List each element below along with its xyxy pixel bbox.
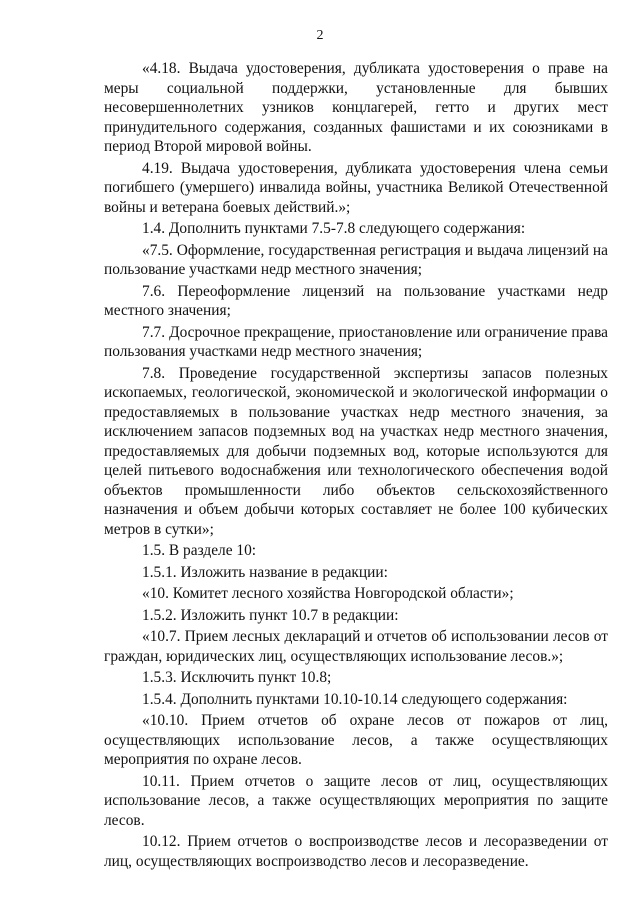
paragraph-10-10: «10.10. Прием отчетов об охране лесов от пожаров от лиц, осуществляющих использование лесов, а также осуществляющих мероприятия по охране лесов. [104, 712, 608, 768]
paragraph-section-10-title: «10. Комитет лесного хозяйства Новгородской области»; [142, 585, 514, 602]
paragraph-7-5: «7.5. Оформление, государственная регистрация и выдача лицензий на пользование участками недр местного значения; [104, 241, 608, 278]
paragraph-1-4: 1.4. Дополнить пунктами 7.5-7.8 следующего содержания: [142, 220, 526, 237]
paragraph-7-7: 7.7. Досрочное прекращение, приостановление или ограничение права пользования участками недр местного значения; [104, 323, 608, 360]
paragraph-7-6: 7.6. Переоформление лицензий на пользование участками недр местного значения; [104, 282, 608, 319]
page-number: 2 [316, 28, 324, 43]
paragraph-1-5-2: 1.5.2. Изложить пункт 10.7 в редакции: [142, 606, 399, 624]
paragraph-1-5-1: 1.5.1. Изложить название в редакции: [142, 563, 388, 581]
paragraph-1-5-4: 1.5.4. Дополнить пунктами 10.10-10.14 следующего содержания: [142, 690, 568, 708]
paragraph-4-18: «4.18. Выдача удостоверения, дубликата удостоверения о праве на меры социальной поддержки, установленные для бывших несовершеннолетних узников концлагерей, гетто и других мест принудительного содержания, созданных фашистами и их союзниками в период Второй мировой войны. [104, 60, 608, 155]
paragraph-10-12: 10.12. Прием отчетов о воспроизводстве лесов и лесоразведении от лиц, осуществляющих воспроизводство лесов и лесоразведение. [104, 833, 608, 870]
paragraph-10-11: 10.11. Прием отчетов о защите лесов от лиц, осуществляющих использование лесов, а также осуществляющих мероприятия по защите лесов. [104, 772, 608, 829]
paragraph-4-19: 4.19. Выдача удостоверения, дубликата удостоверения члена семьи погибшего (умершего) инвалида войны, участника Великой Отечественной войны и ветерана боевых действий.»; [104, 159, 608, 216]
document-body [104, 59, 608, 873]
paragraph-1-5-3: 1.5.3. Исключить пункт 10.8; [142, 669, 332, 686]
paragraph-10-7: «10.7. Прием лесных деклараций и отчетов об использовании лесов от граждан, юридических лиц, осуществляющих использование лесов.»; [104, 628, 608, 665]
paragraph-7-8: 7.8. Проведение государственной экспертизы запасов полезных ископаемых, геологической, экономической и экологической информации о предоставляемых в пользование участках недр местного значения, за исключением запасов подземных вод на участках недр местного значения, предоставляемых для добычи подземных вод, которые используются для целей питьевого водоснабжения или технологического обеспечения водой объектов промышленности либо объектов сельскохозяйственного назначения и объем добычи которых составляет не более 100 кубических метров в сутки»; [104, 364, 608, 538]
paragraph-1-5: 1.5. В разделе 10: [142, 542, 257, 559]
